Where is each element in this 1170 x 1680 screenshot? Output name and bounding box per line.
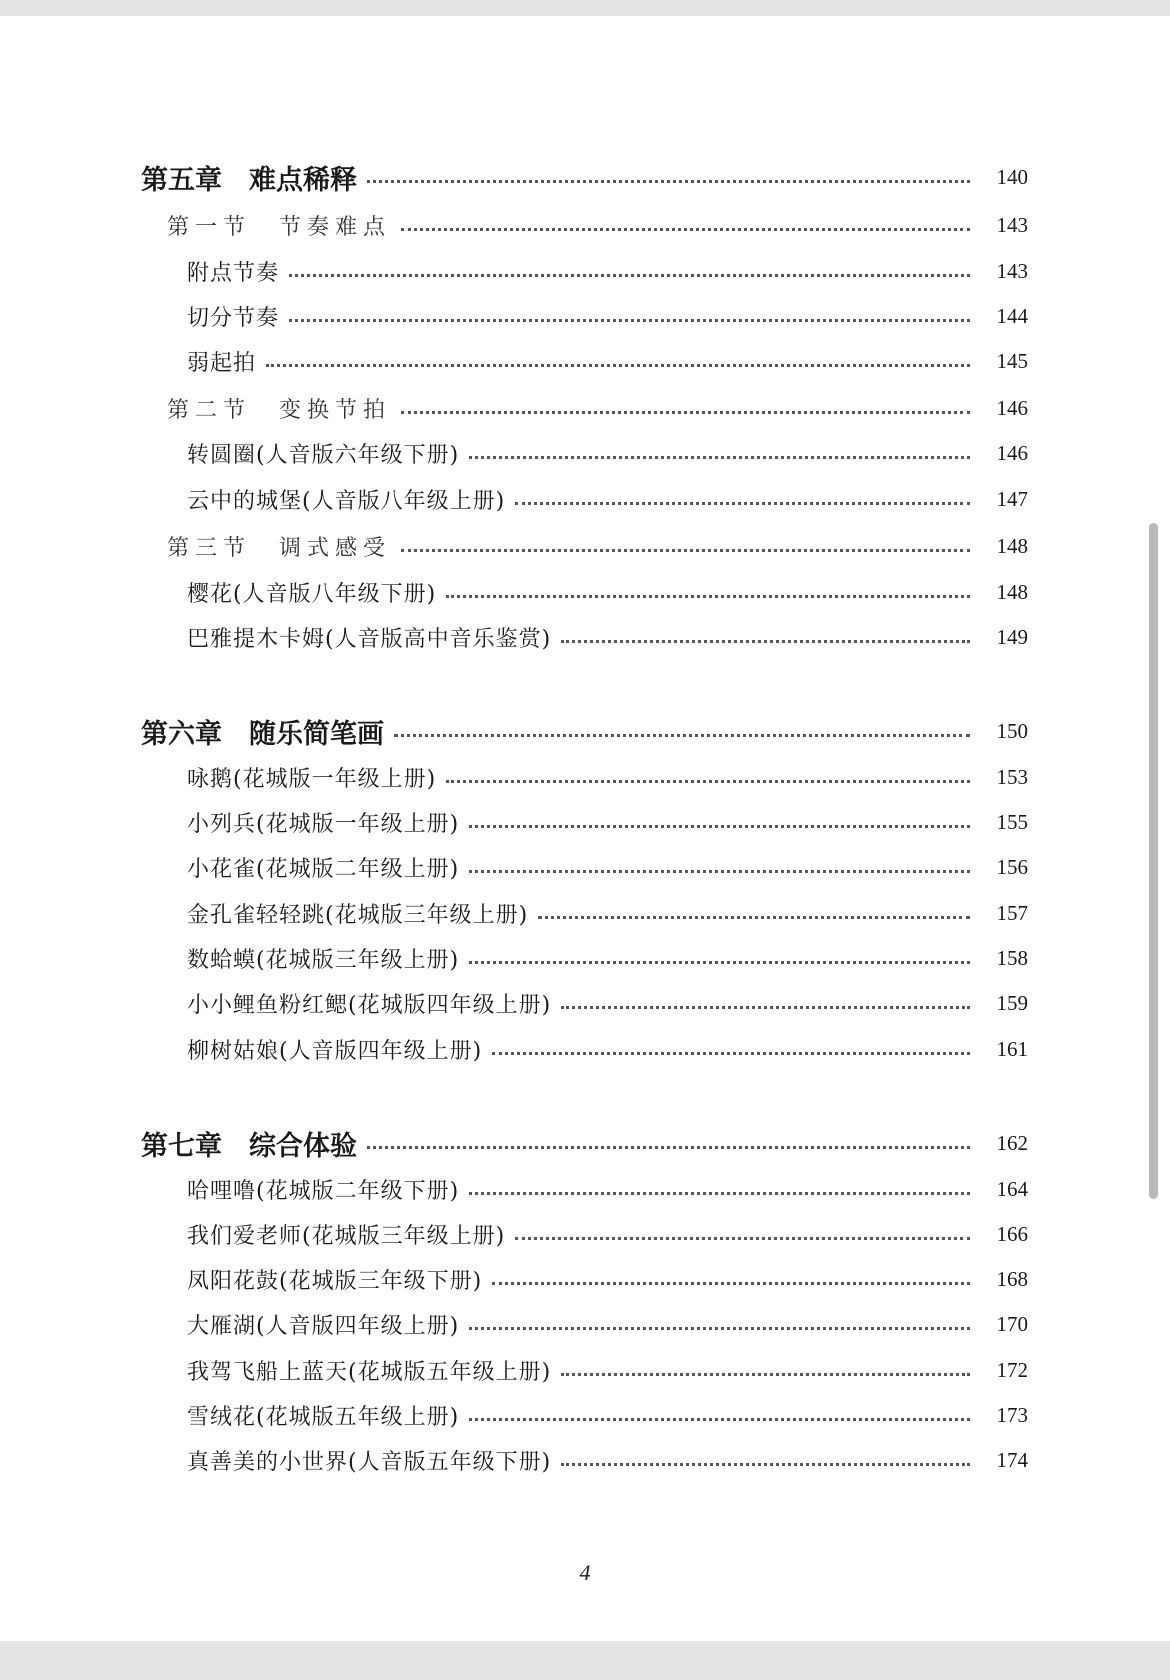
toc-entry-page: 140	[996, 164, 1028, 189]
toc-entry-page: 162	[996, 1130, 1028, 1155]
toc-item-line[interactable]	[0, 1262, 1170, 1296]
dot-leader	[538, 916, 970, 919]
toc-entry-title: 雪绒花(花城版五年级上册)	[187, 1404, 460, 1430]
toc-entry-title: 第三节 调式感受	[167, 535, 392, 561]
toc-entry-page: 144	[996, 303, 1028, 328]
toc-item-line[interactable]	[0, 896, 1170, 930]
toc-item-line[interactable]	[0, 1032, 1170, 1066]
toc-entry-title: 真善美的小世界(人音版五年级下册)	[187, 1449, 552, 1475]
toc-item-line[interactable]	[0, 620, 1170, 654]
toc-entry-title: 第六章 随乐简笔画	[141, 718, 384, 750]
toc-entry-page: 170	[996, 1311, 1028, 1336]
toc-item-line[interactable]	[0, 1217, 1170, 1251]
toc-entry-page: 161	[996, 1036, 1028, 1061]
toc-entry-page: 147	[996, 486, 1028, 511]
toc-chapter-line[interactable]	[0, 1126, 1170, 1160]
toc-entry-page: 157	[996, 900, 1028, 925]
toc-entry-page: 148	[996, 579, 1028, 604]
toc-entry-title: 凤阳花鼓(花城版三年级下册)	[187, 1268, 483, 1294]
page-number: 4	[579, 1560, 591, 1585]
toc-entry-page: 172	[996, 1357, 1028, 1382]
dot-leader	[446, 780, 970, 783]
toc-entry-title: 小列兵(花城版一年级上册)	[187, 811, 460, 837]
toc-entry-title: 数蛤蟆(花城版三年级上册)	[187, 947, 460, 973]
toc-entry-page: 155	[996, 809, 1028, 834]
dot-leader	[289, 274, 970, 277]
dot-leader	[561, 1373, 970, 1376]
toc-entry-page: 143	[996, 212, 1028, 237]
dot-leader	[469, 1327, 970, 1330]
dot-leader	[367, 1146, 970, 1149]
toc-entry-page: 148	[996, 533, 1028, 558]
toc-entry-title: 转圆圈(人音版六年级下册)	[187, 442, 460, 468]
toc-entry-title: 弱起拍	[187, 350, 257, 376]
dot-leader	[469, 1192, 970, 1195]
toc-entry-page: 150	[996, 718, 1028, 743]
toc-section-line[interactable]	[0, 208, 1170, 242]
toc-entry-title: 第一节 节奏难点	[167, 214, 392, 240]
toc-item-line[interactable]	[0, 1353, 1170, 1387]
toc-entry-title: 第五章 难点稀释	[141, 164, 357, 196]
dot-leader	[469, 961, 970, 964]
dot-leader	[561, 640, 970, 643]
toc-entry-page: 146	[996, 440, 1028, 465]
dot-leader	[446, 595, 970, 598]
dot-leader	[394, 734, 970, 737]
dot-leader	[469, 456, 970, 459]
dot-leader	[367, 180, 970, 183]
toc-entry-title: 巴雅提木卡姆(人音版高中音乐鉴赏)	[187, 626, 552, 652]
toc-entry-page: 164	[996, 1176, 1028, 1201]
toc-section-line[interactable]	[0, 529, 1170, 563]
toc-entry-page: 143	[996, 258, 1028, 283]
dot-leader	[515, 502, 970, 505]
toc-entry-page: 173	[996, 1402, 1028, 1427]
toc-entry-page: 168	[996, 1266, 1028, 1291]
toc-chapter-line[interactable]	[0, 714, 1170, 748]
dot-leader	[492, 1282, 970, 1285]
scrollbar[interactable]	[1149, 523, 1158, 1199]
toc-entry-page: 159	[996, 990, 1028, 1015]
toc-entry-title: 切分节奏	[187, 305, 280, 331]
toc-entry-page: 166	[996, 1221, 1028, 1246]
dot-leader	[401, 549, 970, 552]
toc-chapter-line[interactable]	[0, 160, 1170, 194]
toc-entry-page: 153	[996, 764, 1028, 789]
toc-item-line[interactable]	[0, 1307, 1170, 1341]
dot-leader	[469, 1418, 970, 1421]
toc-item-line[interactable]	[0, 986, 1170, 1020]
dot-leader	[561, 1006, 970, 1009]
dot-leader	[401, 228, 970, 231]
toc-entry-title: 我们爱老师(花城版三年级上册)	[187, 1223, 506, 1249]
toc-entry-title: 咏鹅(花城版一年级上册)	[187, 766, 437, 792]
toc-entry-title: 大雁湖(人音版四年级上册)	[187, 1313, 460, 1339]
toc-item-line[interactable]	[0, 344, 1170, 378]
toc-item-line[interactable]	[0, 805, 1170, 839]
toc-item-line[interactable]	[0, 850, 1170, 884]
toc-section-line[interactable]	[0, 391, 1170, 425]
dot-leader	[492, 1052, 970, 1055]
toc-entry-title: 小小鲤鱼粉红鳃(花城版四年级上册)	[187, 992, 552, 1018]
toc-item-line[interactable]	[0, 436, 1170, 470]
toc-entry-page: 145	[996, 348, 1028, 373]
toc-entry-page: 146	[996, 395, 1028, 420]
toc-entry-page: 149	[996, 624, 1028, 649]
dot-leader	[289, 319, 970, 322]
toc-item-line[interactable]	[0, 1398, 1170, 1432]
toc-entry-title: 云中的城堡(人音版八年级上册)	[187, 488, 506, 514]
toc-entry-title: 哈哩噜(花城版二年级下册)	[187, 1178, 460, 1204]
toc-entry-title: 樱花(人音版八年级下册)	[187, 581, 437, 607]
toc-item-line[interactable]	[0, 760, 1170, 794]
toc-entry-title: 第二节 变换节拍	[167, 397, 392, 423]
toc-item-line[interactable]	[0, 575, 1170, 609]
toc-item-line[interactable]	[0, 482, 1170, 516]
toc-entry-title: 附点节奏	[187, 260, 280, 286]
toc-entry-title: 金孔雀轻轻跳(花城版三年级上册)	[187, 902, 529, 928]
toc-entry-title: 我驾飞船上蓝天(花城版五年级上册)	[187, 1359, 552, 1385]
dot-leader	[266, 364, 970, 367]
toc-entry-page: 158	[996, 945, 1028, 970]
toc-item-line[interactable]	[0, 1172, 1170, 1206]
dot-leader	[561, 1463, 970, 1466]
toc-item-line[interactable]	[0, 299, 1170, 333]
toc-entry-title: 柳树姑娘(人音版四年级上册)	[187, 1038, 483, 1064]
document-page	[0, 16, 1170, 1641]
dot-leader	[469, 825, 970, 828]
dot-leader	[401, 411, 970, 414]
toc-entry-title: 第七章 综合体验	[141, 1130, 357, 1162]
toc-entry-page: 174	[996, 1447, 1028, 1472]
toc-entry-title: 小花雀(花城版二年级上册)	[187, 856, 460, 882]
toc-item-line[interactable]	[0, 254, 1170, 288]
toc-item-line[interactable]	[0, 941, 1170, 975]
toc-item-line[interactable]	[0, 1443, 1170, 1477]
dot-leader	[515, 1237, 970, 1240]
dot-leader	[469, 870, 970, 873]
toc-entry-page: 156	[996, 854, 1028, 879]
